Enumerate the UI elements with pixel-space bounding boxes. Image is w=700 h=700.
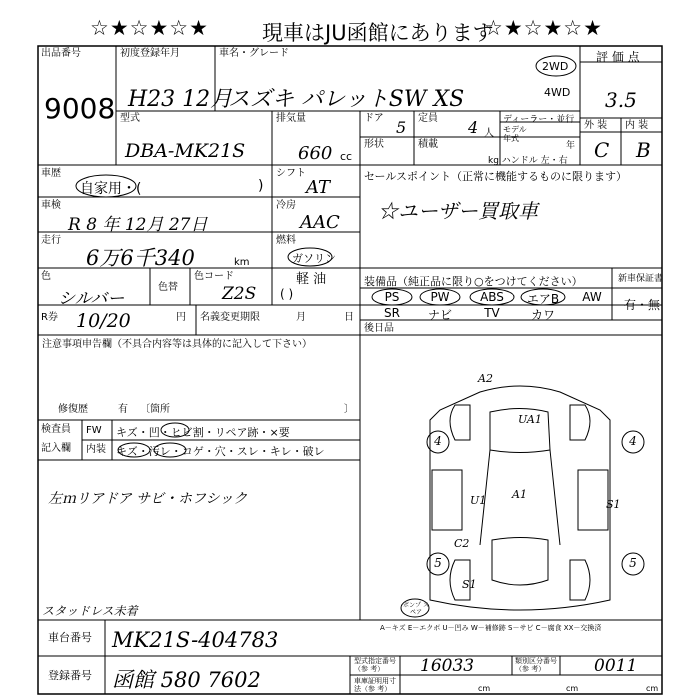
fw-label: FW	[86, 425, 102, 436]
dealer-label: ディーラー・並行	[503, 115, 575, 125]
mark-a1: A1	[512, 488, 527, 501]
capacity-label: 定員	[418, 113, 438, 124]
damage-legend: A－キズ E－エクボ U－凹み W－補修跡 S－サビ C－腐食 XX－交換済	[380, 624, 602, 632]
equip-ps: PS	[384, 290, 400, 304]
score-label: 評 価 点	[596, 50, 640, 64]
shift-value: AT	[306, 177, 331, 198]
dims-cm-2: cm	[566, 684, 579, 693]
inner-terms: キズ・汚レ・コゲ・穴・スレ・キレ・破レ	[116, 445, 325, 458]
fw-terms: キズ・凹・ヒビ割・リペア跡・×要	[116, 426, 290, 439]
interior-value: B	[636, 138, 651, 162]
chassis-no-label: 車台番号	[48, 631, 92, 644]
lot-number: 9008	[44, 92, 116, 125]
color-value: シルバー	[58, 289, 125, 309]
sales-point-value: ☆ユーザー買取車	[378, 199, 538, 223]
day-label: 日	[344, 312, 354, 323]
handle-label: kg ハンドル 左・右	[488, 156, 568, 166]
fuel-label: 燃料	[276, 235, 296, 246]
name-change-label: 名義変更期限	[200, 312, 260, 323]
entry-label: 記入欄	[41, 443, 71, 454]
mileage-unit: km	[234, 257, 250, 268]
fuel-gas: ガソリン	[292, 252, 336, 265]
repair-label: 修復歴	[58, 404, 88, 415]
exterior-label: 外 装	[584, 120, 608, 131]
equip-pw: PW	[430, 290, 450, 304]
car-name-value: スズキ パレットSW XS	[228, 87, 465, 112]
equip-airbag: エアB	[526, 292, 560, 306]
mark-s1-right: S1	[606, 498, 621, 511]
capacity-value: 4	[468, 118, 479, 137]
repair-part: 〔箇所	[140, 404, 170, 415]
model-year-label: モデル年式	[503, 125, 527, 143]
dims-cm-1: cm	[478, 684, 491, 693]
inspection-value: R 8 年 12月 27日	[68, 215, 208, 235]
type-spec-value: 16033	[420, 656, 475, 676]
yen-label: 円	[176, 312, 186, 323]
shape-label: 形状	[364, 139, 384, 150]
color-change-label: 色替	[158, 282, 178, 293]
doors-value: 5	[396, 118, 407, 137]
warranty-label: 新車保証書	[618, 274, 664, 284]
r-ken-label: R券	[41, 312, 58, 323]
load-label: 積載	[418, 139, 438, 150]
mark-s1-bottom: S1	[462, 578, 477, 591]
sales-point-label: セールスポイント（正常に機能するものに限ります）	[364, 170, 628, 183]
equipment-label: 装備品（純正品に限り○をつけてください）	[364, 275, 583, 288]
fuel-light: 軽 油	[296, 272, 327, 287]
model-value: DBA-MK21S	[125, 140, 246, 162]
equip-leather: カワ	[530, 308, 555, 322]
displacement-label: 排気量	[276, 113, 306, 124]
history-label: 車歴	[41, 168, 61, 179]
header-title: 現車はJU函館にあります	[262, 21, 494, 45]
equip-navi: ナビ	[427, 308, 452, 322]
class-no-label: 類別区分番号（参 考）	[515, 657, 557, 673]
tire-note: スタッドレス未着	[42, 604, 138, 618]
rear-seat-label: 後日品	[364, 323, 394, 334]
tire-rear-left: 5	[434, 556, 442, 570]
fuel-other: ( )	[280, 287, 294, 301]
repair-close: 〕	[344, 404, 354, 415]
color-code-value: Z2S	[222, 284, 257, 304]
doors-label: ドア	[364, 113, 384, 124]
reg-no-value: 函館 580 7602	[112, 668, 261, 692]
notes-handwritten: 左ｍリアドア サビ・ホフシック	[48, 491, 248, 507]
equip-abs: ABS	[480, 290, 504, 304]
tire-front-left: 4	[434, 434, 442, 448]
chassis-no-value: MK21S-404783	[112, 628, 279, 652]
spare-mark: ボンプ スペア	[403, 602, 429, 616]
score-value: 3.5	[605, 88, 637, 112]
drive-4wd: 4WD	[544, 86, 571, 99]
reg-no-label: 登録番号	[48, 669, 92, 682]
equip-sr: SR	[384, 306, 400, 320]
lot-label: 出品番号	[41, 48, 81, 59]
displacement-value: 660	[298, 143, 333, 164]
r-ken-value: 10/20	[76, 310, 131, 332]
header-stars-left: ☆★☆★☆★	[90, 16, 209, 40]
exterior-value: C	[594, 138, 610, 162]
color-code-label: 色コード	[194, 271, 234, 282]
class-no-value: 0011	[594, 656, 638, 676]
repair-value: 有	[118, 404, 128, 415]
cooling-label: 冷房	[276, 200, 296, 211]
mark-a2: A2	[478, 372, 493, 385]
shift-label: シフト	[276, 168, 306, 179]
mark-u1: U1	[470, 494, 487, 507]
inner-label: 内装	[86, 444, 106, 455]
year-unit: 年	[566, 141, 576, 151]
mileage-label: 走行	[41, 235, 61, 246]
tire-rear-right: 5	[629, 556, 637, 570]
mark-c2: C2	[454, 537, 470, 550]
equip-tv: TV	[484, 306, 500, 320]
header-stars-right: ☆★☆★☆★	[484, 16, 603, 40]
tire-front-right: 4	[629, 434, 637, 448]
dims-cm-3: cm	[646, 684, 659, 693]
notes-label: 注意事項申告欄（不具合内容等は具体的に記入して下さい）	[42, 339, 312, 350]
mileage-value: 6万6千340	[86, 246, 195, 270]
car-name-label: 車名・グレード	[219, 48, 289, 59]
first-reg-value: H23 12月	[128, 87, 233, 112]
drive-2wd: 2WD	[542, 60, 569, 73]
inspector-label: 検査員	[41, 424, 71, 435]
warranty-value: 有・無	[624, 298, 661, 312]
color-label: 色	[41, 271, 51, 282]
displacement-unit: cc	[340, 150, 353, 163]
inspection-label: 車検	[41, 200, 61, 211]
equip-aw: AW	[582, 290, 602, 304]
interior-label: 内 装	[625, 120, 649, 131]
history-value: 自家用・(	[80, 181, 142, 197]
type-spec-label: 型式指定番号（参 考）	[354, 657, 396, 673]
capacity-unit: 人	[484, 128, 494, 139]
history-close: )	[258, 178, 264, 194]
first-reg-label: 初度登録年月	[120, 48, 180, 59]
model-label: 型式	[120, 113, 140, 124]
cooling-value: AAC	[300, 212, 340, 233]
month-label: 月	[296, 312, 306, 323]
mark-ua1: UA1	[518, 413, 542, 426]
dims-label: 車庫証明用寸法（参 考）	[354, 677, 396, 693]
